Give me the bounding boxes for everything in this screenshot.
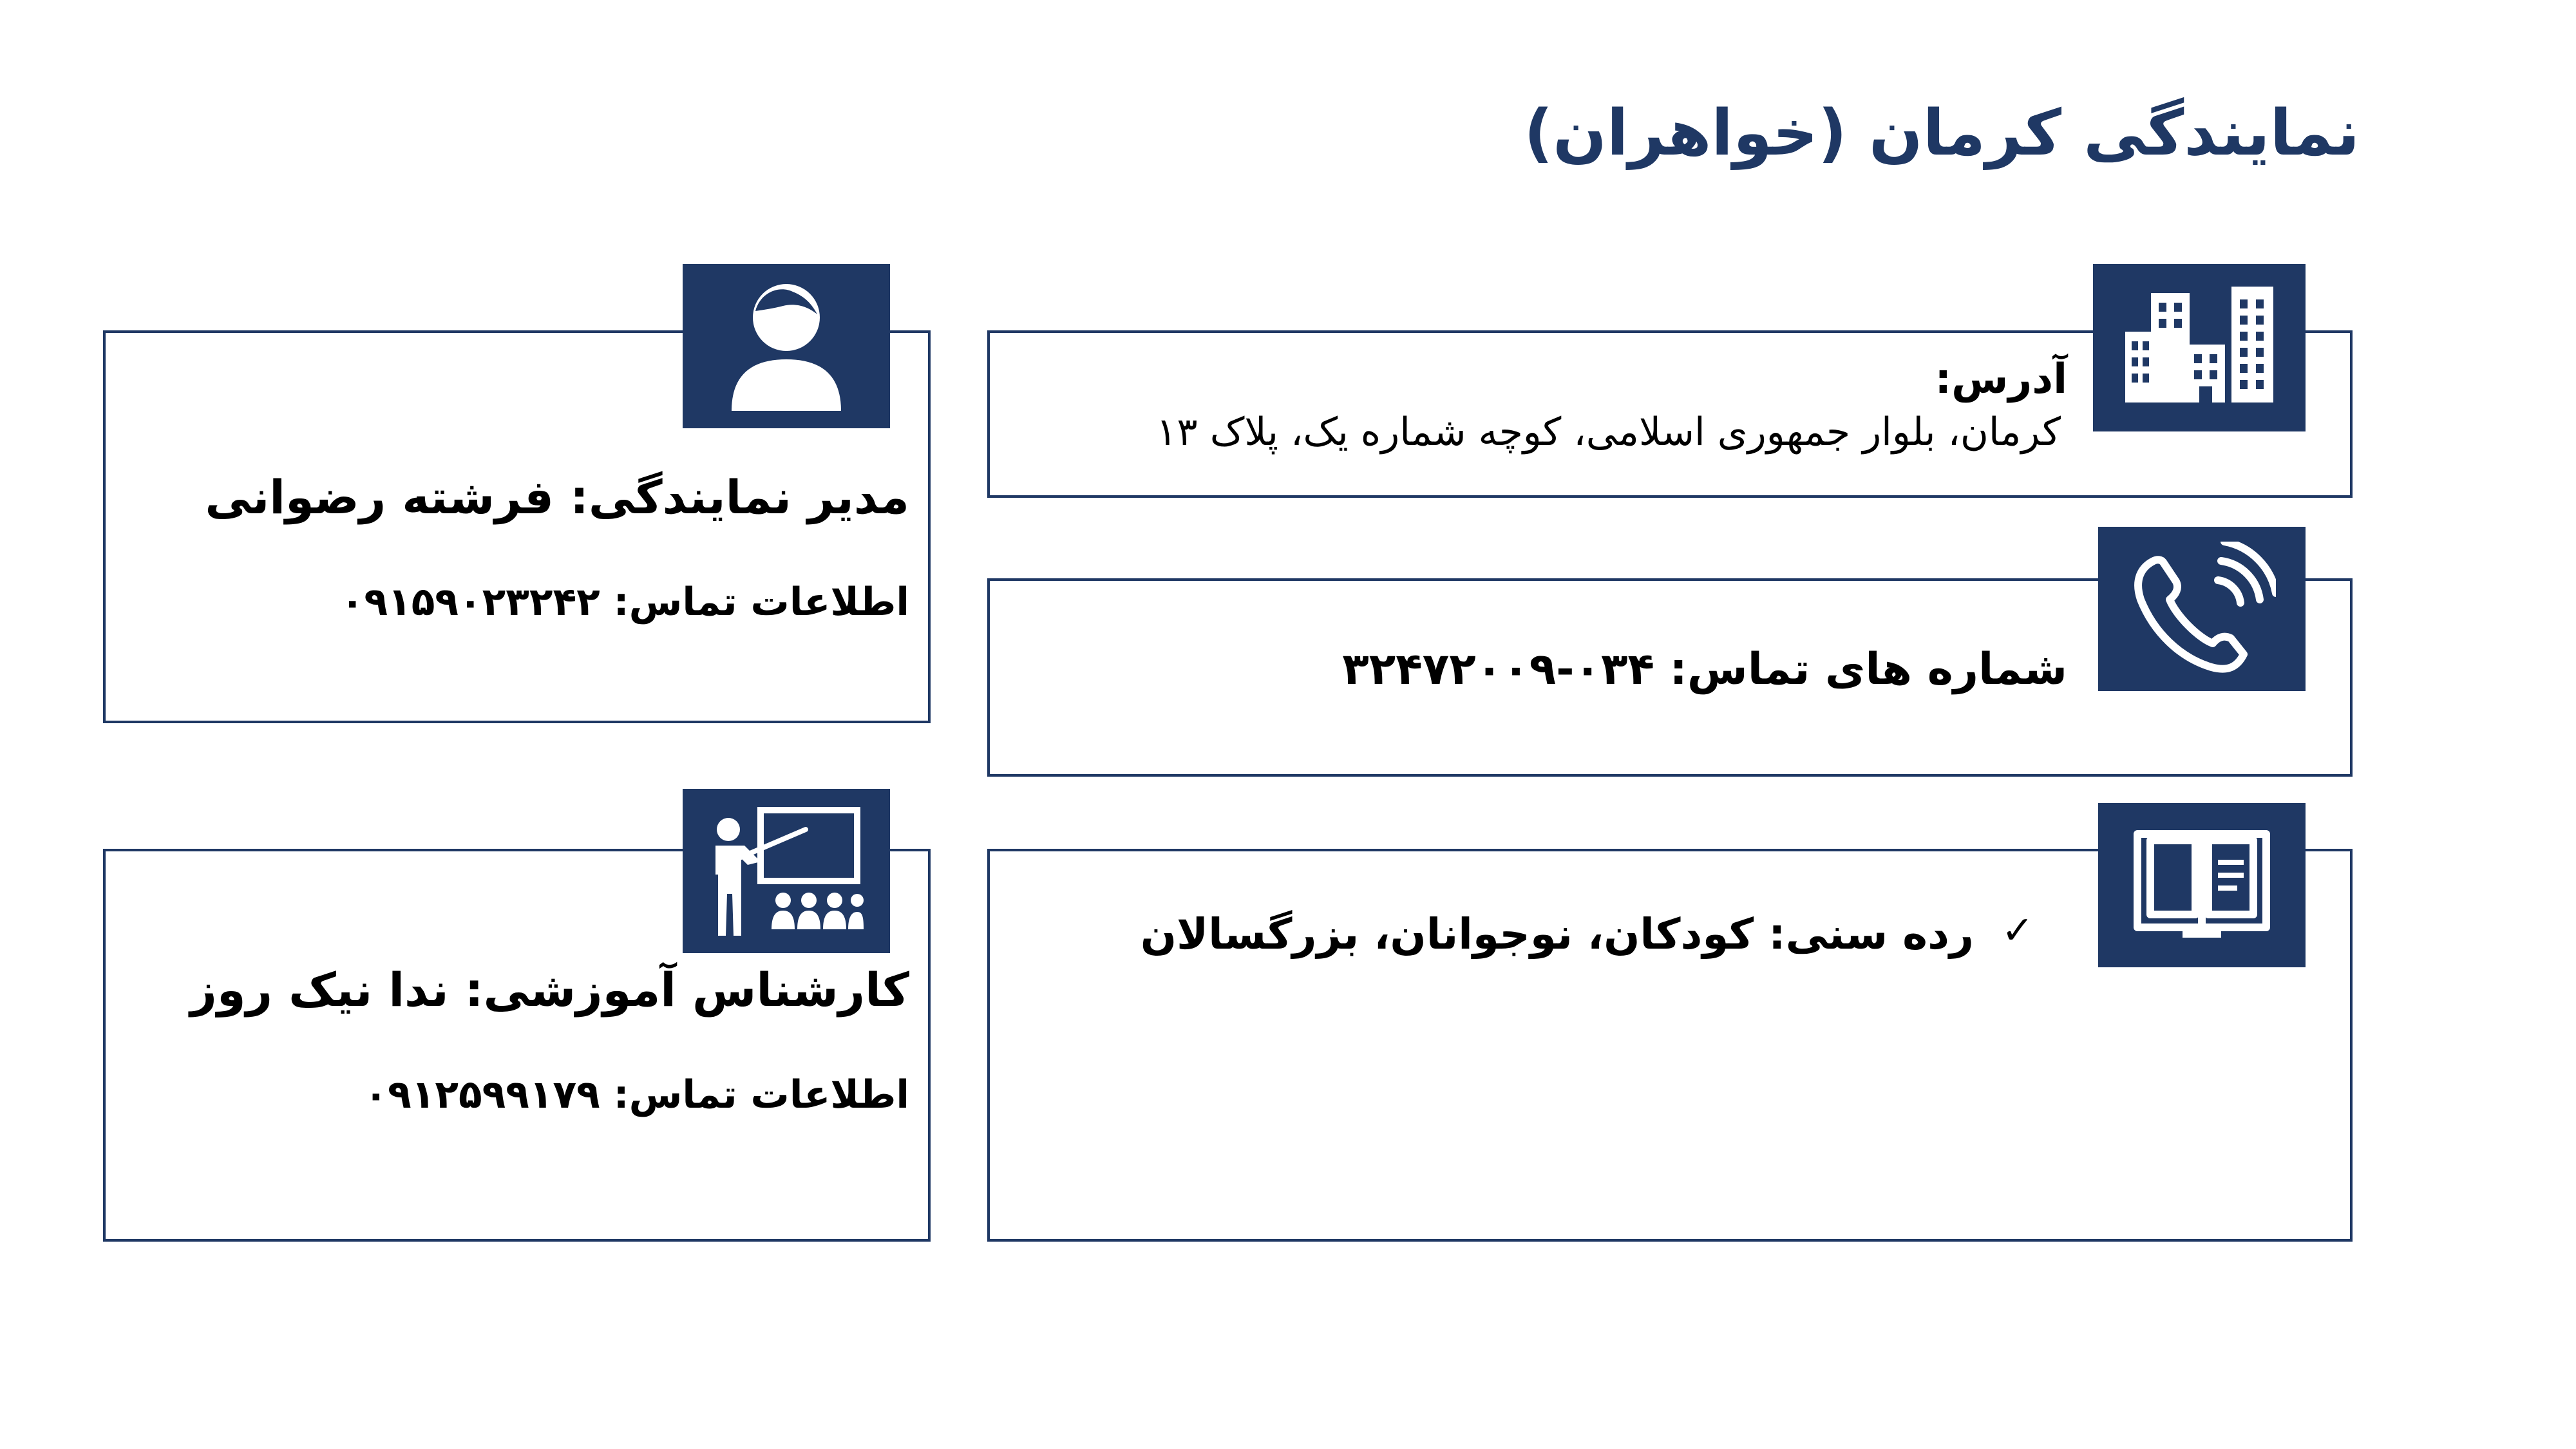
- building-icon: [2093, 264, 2306, 431]
- book-icon: [2098, 803, 2306, 967]
- age-range-check-icon: ✓: [2001, 908, 2034, 953]
- manager-title: مدیر نمایندگی: فرشته رضوانی: [205, 470, 909, 524]
- expert-contact: اطلاعات تماس: ۰۹۱۲۵۹۹۱۷۹: [364, 1072, 909, 1117]
- expert-title: کارشناس آموزشی: ندا نیک روز: [190, 963, 909, 1017]
- phone-text: شماره های تماس: ۰۳۴-۳۲۴۷۲۰۰۹: [1342, 644, 2067, 695]
- person-icon: [683, 264, 890, 428]
- address-value: کرمان، بلوار جمهوری اسلامی، کوچه شماره یک، پلاک ۱۳: [1156, 410, 2061, 455]
- teacher-icon: [683, 789, 890, 953]
- age-range-text: رده سنی: کودکان، نوجوانان، بزرگسالان: [1140, 909, 1974, 959]
- page-title: نمایندگی کرمان (خواهران): [1524, 97, 2360, 170]
- manager-contact: اطلاعات تماس: ۰۹۱۵۹۰۲۳۲۴۲: [340, 580, 909, 625]
- phone-icon: [2098, 527, 2306, 691]
- address-label: آدرس:: [1935, 355, 2067, 403]
